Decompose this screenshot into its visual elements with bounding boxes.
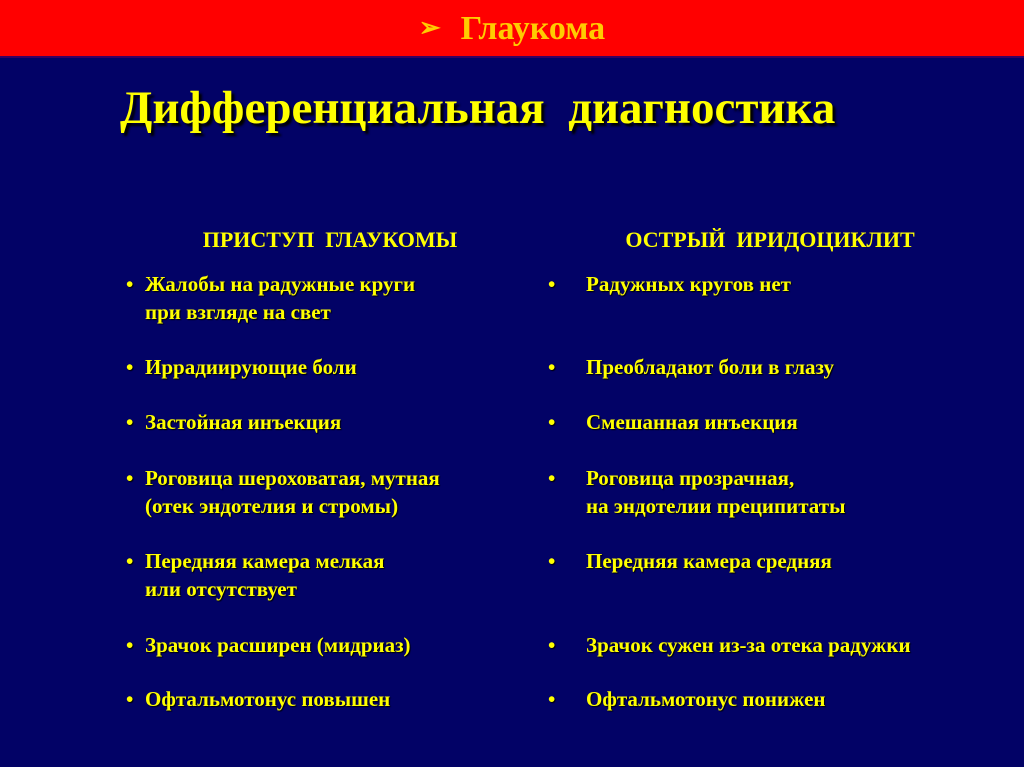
bullet-icon: •: [126, 549, 134, 573]
right-list-item: [548, 464, 846, 520]
list-item-text: Иррадиирующие боли: [145, 355, 357, 379]
bullet-icon: •: [548, 410, 556, 434]
list-item-text: Роговица прозрачная,: [586, 466, 795, 490]
list-item-text: Зрачок расширен (мидриаз): [145, 633, 411, 657]
list-item-text: Передняя камера средняя: [586, 549, 832, 573]
list-item-text: Застойная инъекция: [145, 410, 342, 434]
left-list-item: [126, 631, 411, 659]
list-item-text: Офтальмотонус повышен: [145, 687, 391, 711]
bullet-icon: •: [548, 549, 556, 573]
list-item-text: Зрачок сужен из-за отека радужки: [586, 633, 911, 657]
list-item-text: Радужных кругов нет: [586, 272, 791, 296]
left-list-item: [126, 408, 342, 436]
bullet-icon: •: [126, 633, 134, 657]
right-list-item: [548, 353, 834, 381]
list-item-text: при взгляде на свет: [145, 300, 331, 324]
list-item-text: Передняя камера мелкая: [145, 549, 385, 573]
bullet-icon: •: [548, 633, 556, 657]
list-item-text: или отсутствует: [145, 577, 297, 601]
list-item-text: Роговица шероховатая, мутная: [145, 466, 440, 490]
list-item-text: Офтальмотонус понижен: [586, 687, 826, 711]
list-item-text: на эндотелии преципитаты: [586, 494, 846, 518]
bullet-icon: •: [548, 687, 556, 711]
bullet-icon: •: [126, 410, 134, 434]
section-label: Глаукома: [460, 10, 606, 47]
bullet-icon: •: [126, 687, 134, 711]
left-list-item: [126, 270, 416, 326]
bullet-icon: •: [126, 272, 134, 296]
section-title: [0, 8, 1024, 49]
list-item-text: Смешанная инъекция: [586, 410, 798, 434]
right-list-item: [548, 270, 791, 298]
list-item-text: (отек эндотелия и стромы): [145, 494, 399, 518]
left-list-item: [126, 685, 391, 713]
header-bar: [0, 0, 1024, 58]
bullet-icon: •: [548, 272, 556, 296]
left-list-item: [126, 547, 385, 603]
right-list-item: [548, 547, 832, 575]
right-column-heading: ОСТРЫЙ ИРИДОЦИКЛИТ: [625, 227, 915, 252]
slide-title: Дифференциальная диагностика: [120, 82, 836, 134]
right-list-item: [548, 631, 911, 659]
arrow-bullet-icon: ➢: [418, 13, 441, 42]
list-item-text: Преобладают боли в глазу: [586, 355, 834, 379]
bullet-icon: •: [548, 466, 556, 490]
bullet-icon: •: [548, 355, 556, 379]
bullet-icon: •: [126, 355, 134, 379]
list-item-text: Жалобы на радужные круги: [145, 272, 416, 296]
left-list-item: [126, 353, 357, 381]
left-list-item: [126, 464, 440, 520]
right-list-item: [548, 685, 826, 713]
right-list-item: [548, 408, 798, 436]
bullet-icon: •: [126, 466, 134, 490]
left-column-heading: ПРИСТУП ГЛАУКОМЫ: [202, 227, 458, 252]
